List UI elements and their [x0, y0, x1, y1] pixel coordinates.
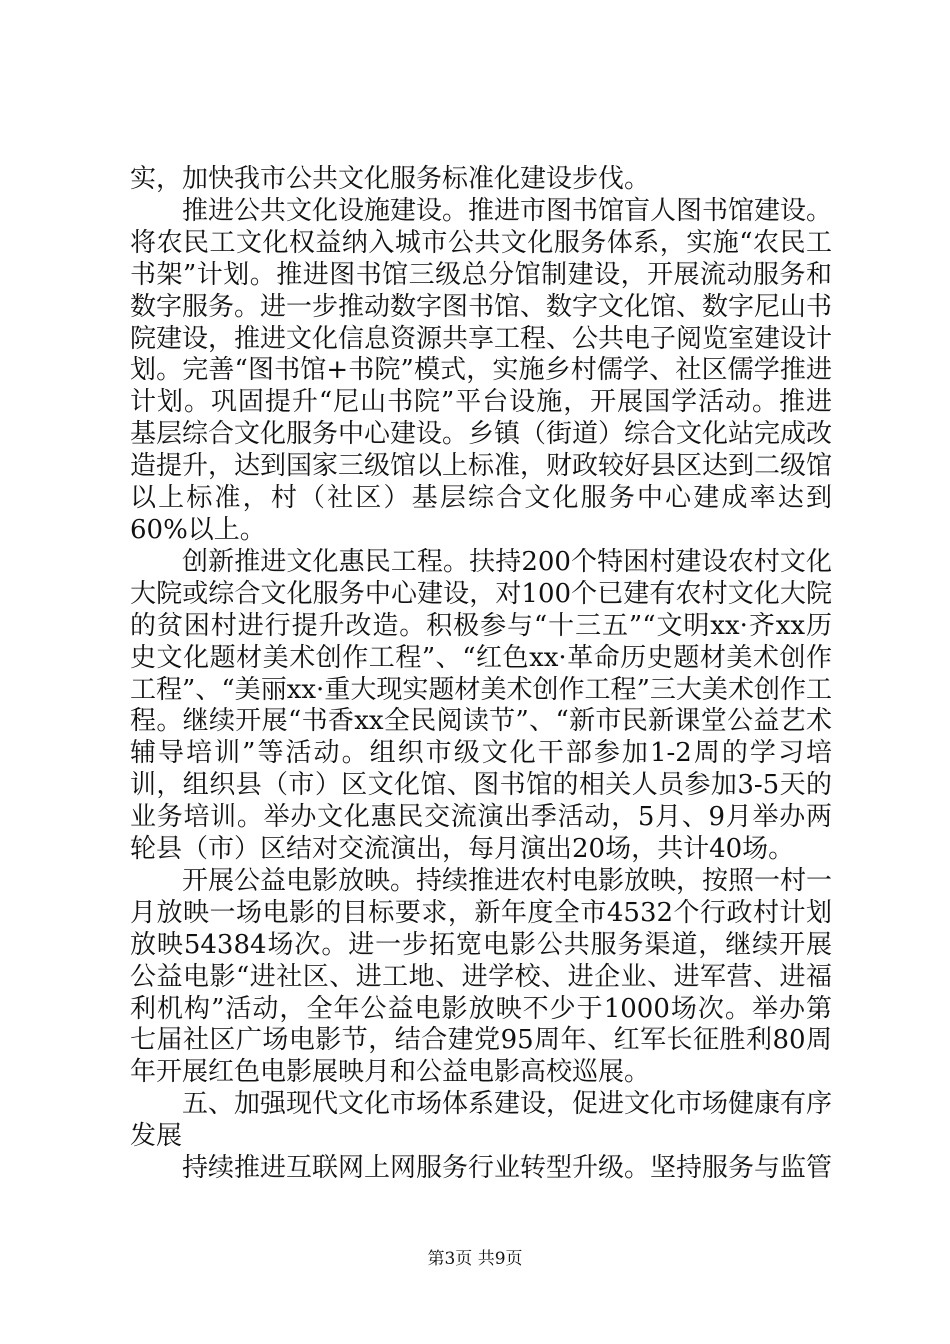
- paragraph-public-film: 开展公益电影放映。持续推进农村电影放映，按照一村一月放映一场电影的目标要求，新年度全市4532个行政村计划放映54384场次。进一步拓宽电影公共服务渠道，继续开展公益电影“进社区、进工地、进学校、进企业、进军营、进福利机构”活动，全年公益电影放映不少于1000场次。举办第七届社区广场电影节，结合建党95周年、红军长征胜利80周年开展红色电影展映月和公益电影高校巡展。: [130, 865, 833, 1088]
- paragraph-facilities: 推进公共文化设施建设。推进市图书馆盲人图书馆建设。将农民工文化权益纳入城市公共文化服务体系，实施“农民工书架”计划。推进图书馆三级总分馆制建设，开展流动服务和数字服务。进一步推动数字图书馆、数字文化馆、数字尼山书院建设，推进文化信息资源共享工程、公共电子阅览室建设计划。完善“图书馆+书院”模式，实施乡村儒学、社区儒学推进计划。巩固提升“尼山书院”平台设施，开展国学活动。推进基层综合文化服务中心建设。乡镇（街道）综合文化站完成改造提升，达到国家三级馆以上标准，财政较好县区达到二级馆以上标准，村（社区）基层综合文化服务中心建成率达到60%以上。: [130, 195, 833, 545]
- paragraph-internet-services: 持续推进互联网上网服务行业转型升级。坚持服务与监管: [182, 1153, 833, 1184]
- paragraph-culture-projects: 创新推进文化惠民工程。扶持200个特困村建设农村文化大院或综合文化服务中心建设，对100个已建有农村文化大院的贫困村进行提升改造。积极参与“十三五”“文明xx·齐xx历史文化题材美术创作工程”、“红色xx·革命历史题材美术创作工程”、“美丽xx·重大现实题材美术创作工程”三大美术创作工程。继续开展“书香xx全民阅读节”、“新市民新课堂公益艺术辅导培训”等活动。组织市级文化干部参加1-2周的学习培训，组织县（市）区文化馆、图书馆的相关人员参加3-5天的业务培训。举办文化惠民交流演出季活动，5月、9月举办两轮县（市）区结对交流演出，每月演出20场，共计40场。: [130, 546, 832, 865]
- page-footer: 第3页 共9页: [427, 1249, 523, 1269]
- document-body: [130, 164, 832, 1185]
- section-heading: 五、加强现代文化市场体系建设，促进文化市场健康有序发展: [130, 1089, 833, 1152]
- paragraph-continuation: 实，加快我市公共文化服务标准化建设步伐。: [130, 164, 651, 194]
